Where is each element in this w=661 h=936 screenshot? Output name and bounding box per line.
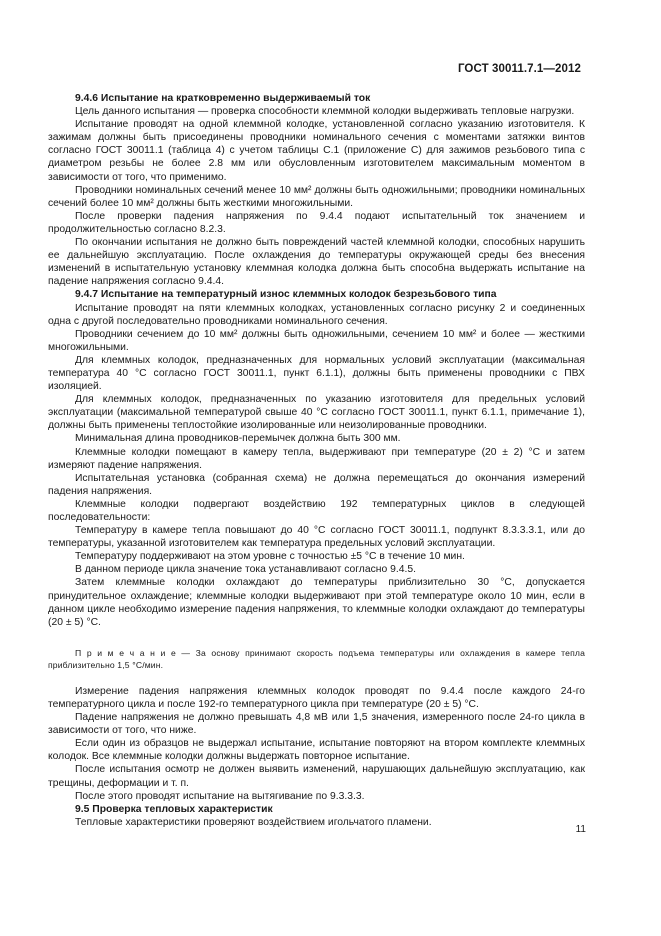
page-number: 11 [575,824,586,835]
paragraph: Затем клеммные колодки охлаждают до температуры приблизительно 30 °С, допускается принудительное охлаждение; клеммные колодки выдерживают при этой температуре около 10 мин, если в данном цикле необходимо измерение падения напряжения, то клеммные колодки охлаждают до температуры (20 ± 5) °С. [48,577,585,628]
paragraph: Клеммные колодки помещают в камеру тепла, выдерживают при температуре (20 ± 2) °С и затем измеряют падение напряжения. [48,446,585,471]
paragraph: Для клеммных колодок, предназначенных для нормальных условий эксплуатации (максимальная температура 40 °С согласно ГОСТ 30011.1, пункт 6.1.1), должны быть применены проводники с ПВХ изоляцией. [48,354,585,393]
paragraph: Испытание проводят на пяти клеммных колодках, установленных согласно рисунку 2 и соединенных одна с другой последовательно проводниками номинального сечения. [48,302,585,327]
paragraph: Для клеммных колодок, предназначенных по указанию изготовителя для предельных условий эксплуатации (максимальной температурой свыше 40 °С согласно ГОСТ 30011.1, пункт 6.1.1, примечание 1), должны быть применены теплостойкие изолированные или неизолированные проводники. [48,394,585,432]
document-code-header: ГОСТ 30011.7.1—2012 [457,63,581,75]
paragraph: Температуру в камере тепла повышают до 40 °С согласно ГОСТ 30011.1, подпункт 8.3.3.3.1, или до температуры, указанной изготовителем как температура предельных условий эксплуатации. [48,525,585,550]
paragraph: По окончании испытания не должно быть повреждений частей клеммной колодки, способных нарушить ее дальнейшую эксплуатацию. После охлаждения до температуры окружающей среды без внесения изменений в испытательную установку клеммная колодка должна быть способна выдержать испытание на падение напряжения согласно 9.4.4. [48,237,585,288]
paragraph: Клеммные колодки подвергают воздействию 192 температурных циклов в следующей последовательности: [48,498,585,523]
paragraph: После испытания осмотр не должен выявить изменений, нарушающих дальнейшую эксплуатацию, как трещины, деформации и т. п. [48,764,585,789]
paragraph: После проверки падения напряжения по 9.4.4 подают испытательный ток значением и продолжительностью согласно 8.2.3. [48,210,585,235]
section-heading-9-4-6: 9.4.6 Испытание на кратковременно выдерживаемый ток [75,93,371,104]
paragraph: Если один из образцов не выдержал испытание, испытание повторяют на втором комплекте клеммных колодок. Все клеммные колодки должны выдержать повторное испытание. [48,738,585,763]
paragraph: Проводники сечением до 10 мм² должны быть одножильными, сечением 10 мм² и более — жесткими многожильными. [48,328,585,353]
paragraph: После этого проводят испытание на вытягивание по 9.3.3.3. [75,790,365,802]
paragraph: Измерение падения напряжения клеммных колодок проводят по 9.4.4 после каждого 24-го температурного цикла и после 192-го температурного цикла при температуре (20 ± 5) °С. [48,685,585,710]
document-body [48,92,585,829]
section-heading-9-4-7: 9.4.7 Испытание на температурный износ клеммных колодок безрезьбового типа [75,289,497,301]
paragraph: Цель данного испытания — проверка способности клеммной колодки выдерживать тепловые нагрузки. [75,106,575,118]
paragraph: Падение напряжения не должно превышать 4,8 мВ или 1,5 значения, измеренного после 24-го цикла в зависимости от того, что ниже. [48,712,585,737]
paragraph: Минимальная длина проводников-перемычек должна быть 300 мм. [75,433,401,445]
paragraph: Тепловые характеристики проверяют воздействием игольчатого пламени. [75,816,432,828]
paragraph: Проводники номинальных сечений менее 10 мм² должны быть одножильными; проводники номинальных сечений более 10 мм² должны быть жесткими многожильными. [48,184,585,209]
paragraph: Испытательная установка (собранная схема) не должна перемещаться до окончания измерений падения напряжения. [48,472,585,497]
note: П р и м е ч а н и е — За основу принимают скорость подъема температуры или охлаждения в камере тепла приблизительно 1,5 °С/мин. [48,647,585,670]
paragraph: Температуру поддерживают на этом уровне с точностью ±5 °С в течение 10 мин. [75,551,465,563]
paragraph: Испытание проводят на одной клеммной колодке, установленной согласно указанию изготовителя. К зажимам должны быть присоединены проводники номинального сечения с моментами затяжки винтов согласно ГОСТ 30011.1 (таблица 4) с учетом таблицы С.1 (приложение С) для зажимов резьбового типа с диаметром резьбы не более 2.8 мм или обусловленным изготовителем максимальным моментом в зависимости от того, что применимо. [48,119,585,183]
section-heading-9-5: 9.5 Проверка тепловых характеристик [75,803,273,815]
paragraph: В данном периоде цикла значение тока устанавливают согласно 9.4.5. [75,564,416,576]
